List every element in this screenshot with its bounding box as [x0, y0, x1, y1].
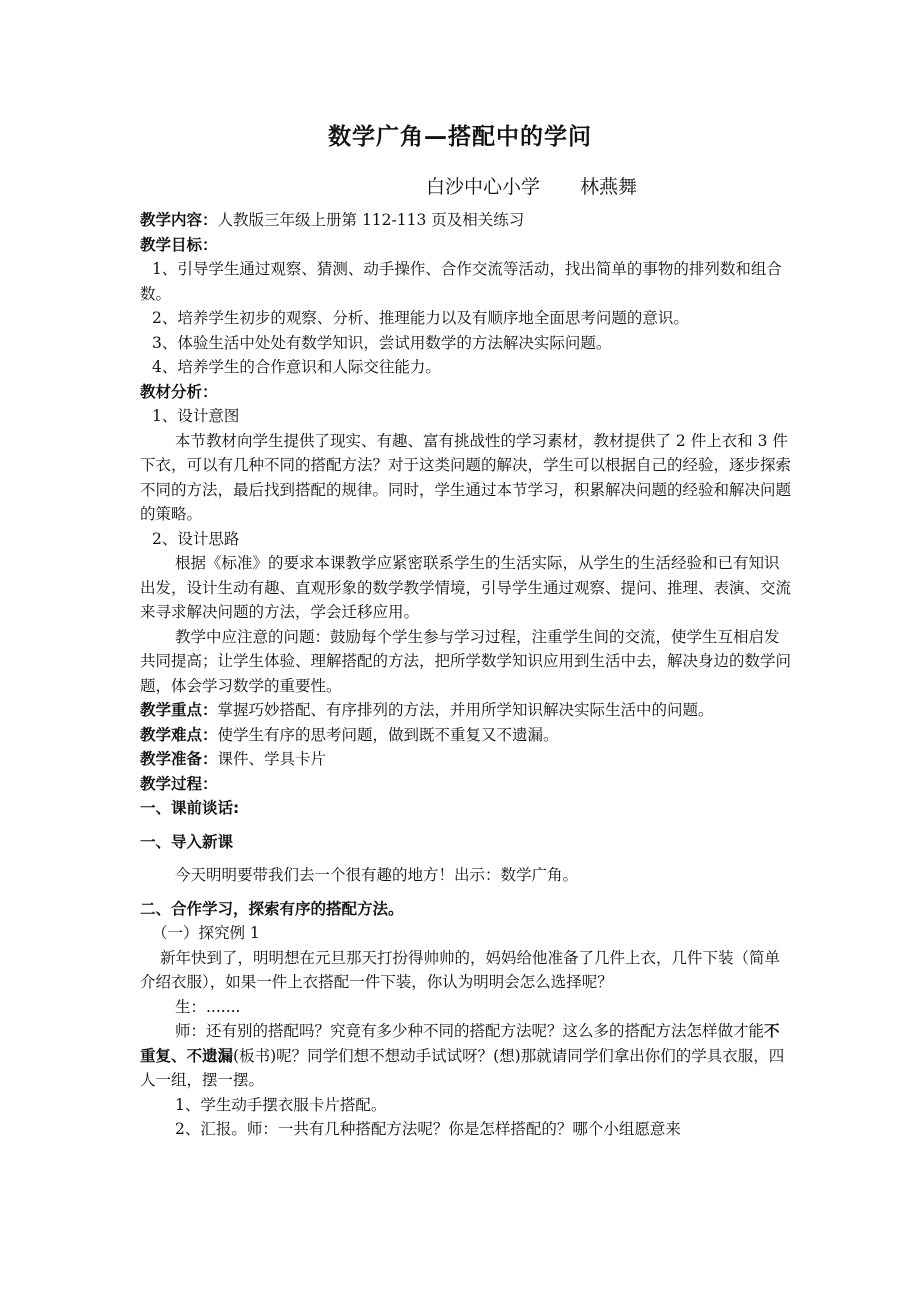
key-text: 掌握巧妙搭配、有序排列的方法，并用所学知识解决实际生活中的问题。 [217, 701, 714, 719]
document-body [140, 208, 792, 1142]
analysis-2-text-2: 教学中应注意的问题：鼓励每个学生参与学习过程，注重学生间的交流，使学生互相启发共同提高；让学生体验、理解搭配的方法，把所学数学知识应用到生活中去，解决身边的数学问题，体会学习数学的重要性。 [140, 627, 792, 695]
analysis-label: 教材分析： [140, 382, 218, 401]
section-pre-talk: 一、课前谈话: [140, 799, 240, 817]
teacher-text-bold: 不重复、不遗漏 [140, 1022, 780, 1065]
author-line [426, 172, 637, 199]
document-title: 数学广角—搭配中的学问 [328, 124, 592, 150]
process-label: 教学过程： [140, 774, 218, 793]
difficulty-text: 使学生有序的思考问题，做到既不重复又不遗漏。 [217, 725, 559, 744]
analysis-2-title: 2、设计思路 [152, 529, 240, 548]
prep-label: 教学准备： [140, 750, 218, 768]
content-line [140, 208, 792, 233]
teacher-question [140, 1019, 792, 1093]
teacher-text-a: 师：还有别的搭配吗？究竟有多少种不同的搭配方法呢？这么多的搭配方法怎样做才能 [175, 1022, 765, 1040]
teacher-text-b: (板书)呢？同学们想不想动手试试呀？(想)那就请同学们拿出你们的学具衣服，四人一组，摆一摆。 [140, 1046, 785, 1089]
analysis-1-title: 1、设计意图 [152, 407, 240, 425]
key-line [140, 698, 792, 723]
teacher-name: 林燕舞 [580, 176, 638, 198]
key-label: 教学重点： [140, 701, 218, 719]
goal-item: 2、培养学生初步的观察、分析、推理能力以及有顺序地全面思考问题的意识。 [152, 309, 689, 327]
content-label: 教学内容： [140, 211, 218, 229]
goal-item: 1、引导学生通过观察、猜测、动手操作、合作交流等活动，找出简单的事物的排列数和组合数。 [140, 260, 782, 303]
intro-text: 今天明明要带我们去一个很有趣的地方！出示：数学广角。 [175, 866, 579, 884]
goal-item: 4、培养学生的合作意识和人际交往能力。 [152, 358, 441, 376]
analysis-2-text-1: 根据《标准》的要求本课教学应紧密联系学生的生活实际，从学生的生活经验和已有知识出发，设计生动有趣、直观形象的数学教学情境，引导学生通过观察、提问、推理、表演、交流来寻求解决问题的方法，学会迁移应用。 [140, 554, 792, 621]
analysis-1-text: 本节教材向学生提供了现实、有趣、富有挑战性的学习素材，教材提供了 2 件上衣和 3 件下衣，可以有几种不同的搭配方法？对于这类问题的解决，学生可以根据自己的经验，逐步探索不同的方法，最后找到搭配的规律。同时，学生通过本节学习，积累解决问题的经验和解决问题的策略。 [140, 431, 792, 523]
goal-item: 3、体验生活中处处有数学知识，尝试用数学的方法解决实际问题。 [152, 333, 612, 352]
step-2: 2、汇报。师：一共有几种搭配方法呢？你是怎样搭配的？哪个小组愿意来 [175, 1120, 681, 1138]
section-cooperative: 二、合作学习，探索有序的搭配方法。 [140, 899, 404, 918]
student-reply: 生：....... [175, 997, 241, 1016]
difficulty-line [140, 723, 792, 748]
difficulty-label: 教学难点： [140, 725, 218, 744]
step-1: 1、学生动手摆衣服卡片搭配。 [175, 1095, 387, 1114]
goals-label: 教学目标： [140, 235, 218, 254]
subsection-example-1: （一）探究例 1 [152, 924, 260, 942]
section-intro: 一、导入新课 [140, 832, 234, 851]
school-name: 白沙中心小学 [426, 176, 541, 198]
prep-text: 课件、学具卡片 [217, 750, 327, 768]
example-text: 新年快到了，明明想在元旦那天打扮得帅帅的，妈妈给他准备了几件上衣，几件下装（简单介绍衣服），如果一件上衣搭配一件下装，你认为明明会怎么选择呢？ [140, 948, 781, 991]
content-text: 人教版三年级上册第 112-113 页及相关练习 [217, 211, 525, 229]
prep-line [140, 747, 792, 772]
